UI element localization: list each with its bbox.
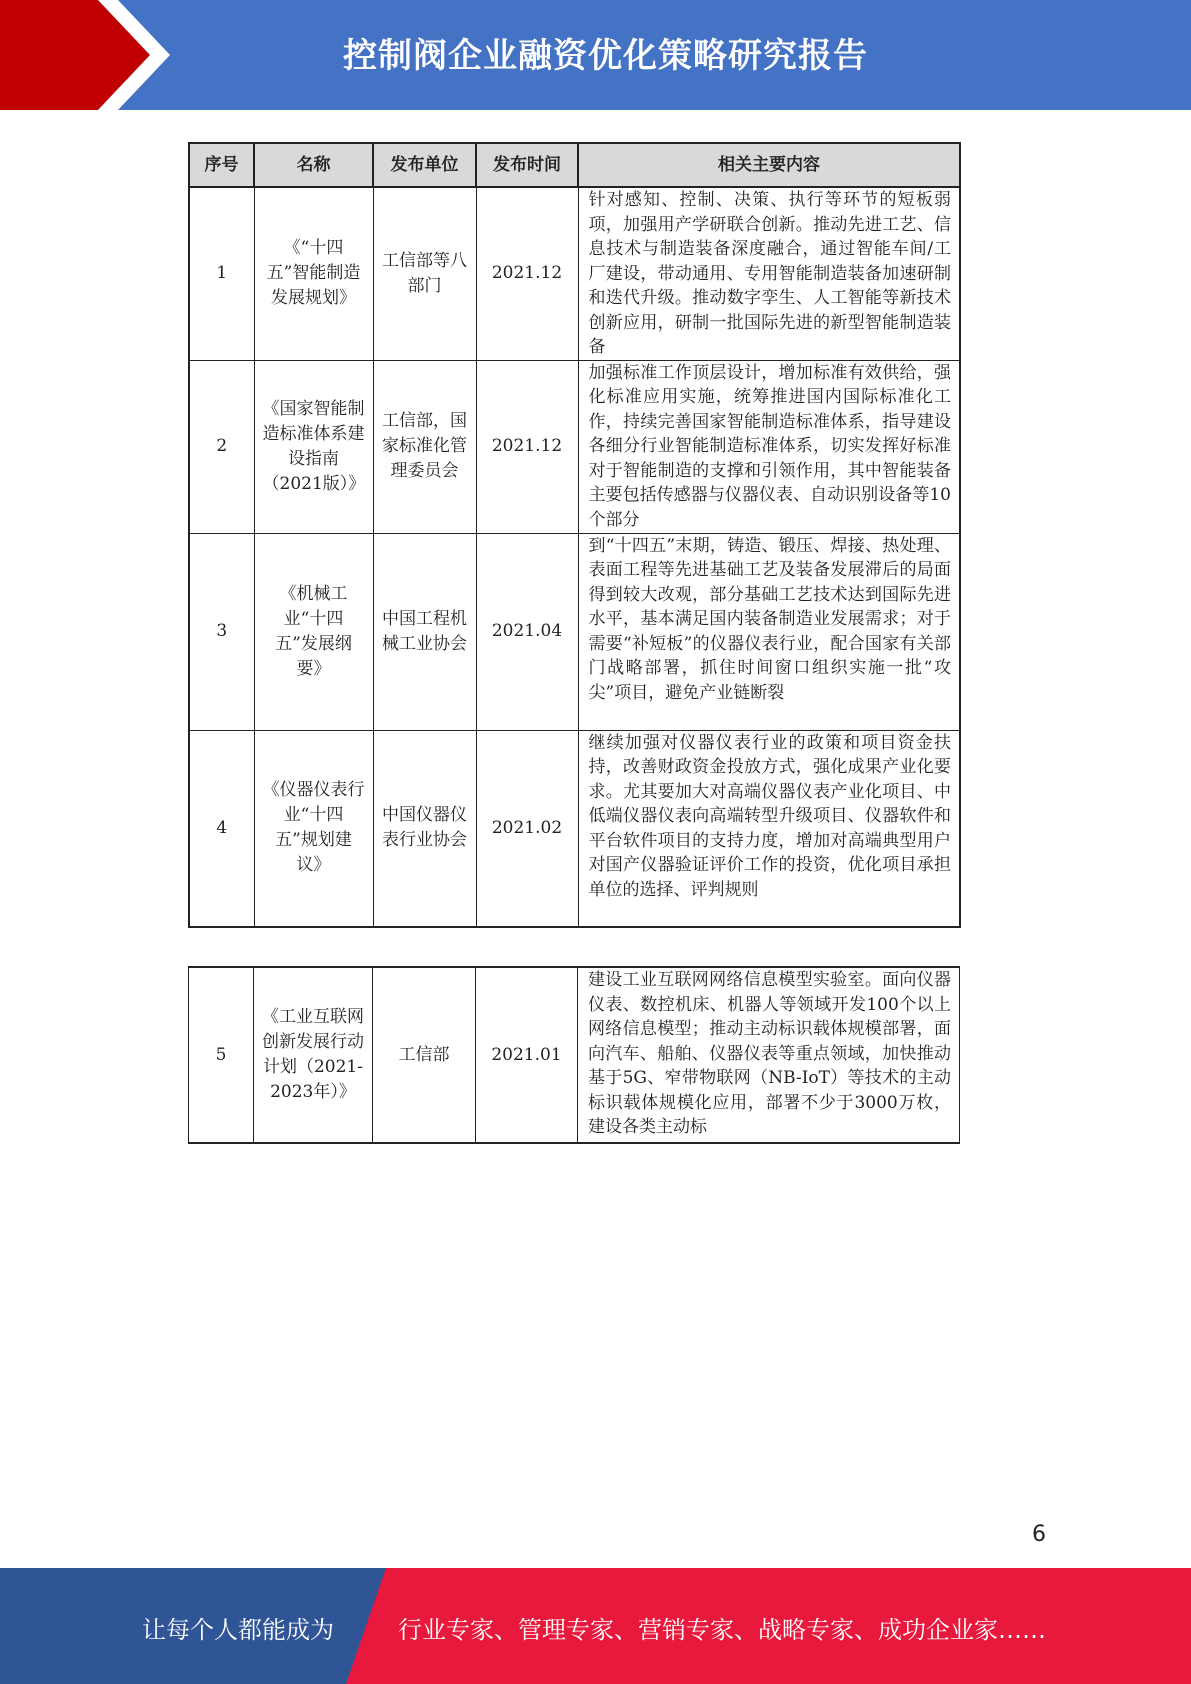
cell-content: 建设工业互联网网络信息模型实验室。面向仪器仪表、数控机床、机器人等领域开发100个以上网络信息模型；推动主动标识载体规模部署，面向汽车、船舶、仪器仪表等重点领域，加快推动基于5G、窄带物联网（NB-IoT）等技术的主动标识载体规模化应用，部署不少于3000万枚，建设各类主动标	[578, 967, 960, 1143]
table-row	[189, 360, 960, 533]
cell-content: 到“十四五”末期，铸造、锻压、焊接、热处理、表面工程等先进基础工艺及装备发展滞后的局面得到较大改观，部分基础工艺技术达到国际先进水平，基本满足国内装备制造业发展需求；对于需要“补短板”的仪器仪表行业，配合国家有关部门战略部署，抓住时间窗口组织实施一批“攻尖”项目，避免产业链断裂	[578, 533, 960, 730]
column-header-unit: 发布单位	[373, 143, 476, 187]
cell-no: 5	[189, 967, 254, 1143]
footer-slogan-right: 行业专家、管理专家、营销专家、战略专家、成功企业家……	[398, 1616, 1046, 1644]
cell-name: 《工业互联网创新发展行动计划（2021-2023年）》	[254, 967, 373, 1143]
cell-date: 2021.02	[476, 730, 578, 927]
cell-unit: 工信部，国家标准化管理委员会	[373, 360, 476, 533]
cell-no: 4	[189, 730, 254, 927]
cell-no: 1	[189, 187, 254, 360]
cell-content: 继续加强对仪器仪表行业的政策和项目资金扶持，改善财政资金投放方式，强化成果产业化要求。尤其要加大对高端仪器仪表产业化项目、中低端仪器仪表向高端转型升级项目、仪器软件和平台软件项目的支持力度，增加对高端典型用户对国产仪器验证评价工作的投资，优化项目承担单位的选择、评判规则	[578, 730, 960, 927]
cell-no: 3	[189, 533, 254, 730]
column-header-date: 发布时间	[476, 143, 578, 187]
column-header-no: 序号	[189, 143, 254, 187]
policy-table	[188, 142, 961, 928]
policy-table-continued	[188, 966, 960, 1144]
cell-name: 《“十四五”智能制造发展规划》	[254, 187, 373, 360]
page-footer	[0, 1568, 1191, 1684]
cell-date: 2021.04	[476, 533, 578, 730]
table-row	[189, 730, 960, 927]
cell-date: 2021.01	[476, 967, 578, 1143]
table-row	[189, 533, 960, 730]
cell-content: 加强标准工作顶层设计，增加标准有效供给，强化标准应用实施，统筹推进国内国际标准化工作，持续完善国家智能制造标准体系，指导建设各细分行业智能制造标准体系，切实发挥好标准对于智能制造的支撑和引领作用，其中智能装备主要包括传感器与仪器仪表、自动识别设备等10个部分	[578, 360, 960, 533]
cell-unit: 工信部	[373, 967, 476, 1143]
cell-date: 2021.12	[476, 360, 578, 533]
table-header-row	[189, 143, 960, 187]
report-title: 控制阀企业融资优化策略研究报告	[343, 36, 868, 76]
cell-name: 《机械工业“十四五”发展纲要》	[254, 533, 373, 730]
cell-unit: 工信部等八部门	[373, 187, 476, 360]
cell-date: 2021.12	[476, 187, 578, 360]
table-row	[189, 187, 960, 360]
column-header-name: 名称	[254, 143, 373, 187]
cell-unit: 中国仪器仪表行业协会	[373, 730, 476, 927]
column-header-content: 相关主要内容	[578, 143, 960, 187]
cell-content: 针对感知、控制、决策、执行等环节的短板弱项，加强用产学研联合创新。推动先进工艺、信息技术与制造装备深度融合，通过智能车间/工厂建设，带动通用、专用智能制造装备加速研制和迭代升级。推动数字孪生、人工智能等新技术创新应用，研制一批国际先进的新型智能制造装备	[578, 187, 960, 360]
page-number: 6	[1032, 1522, 1046, 1547]
cell-name: 《仪器仪表行业“十四五”规划建议》	[254, 730, 373, 927]
footer-slogan-left: 让每个人都能成为	[142, 1616, 334, 1644]
page-header	[0, 0, 1191, 110]
cell-name: 《国家智能制造标准体系建设指南（2021版）》	[254, 360, 373, 533]
cell-no: 2	[189, 360, 254, 533]
table-row	[189, 967, 960, 1143]
cell-unit: 中国工程机械工业协会	[373, 533, 476, 730]
